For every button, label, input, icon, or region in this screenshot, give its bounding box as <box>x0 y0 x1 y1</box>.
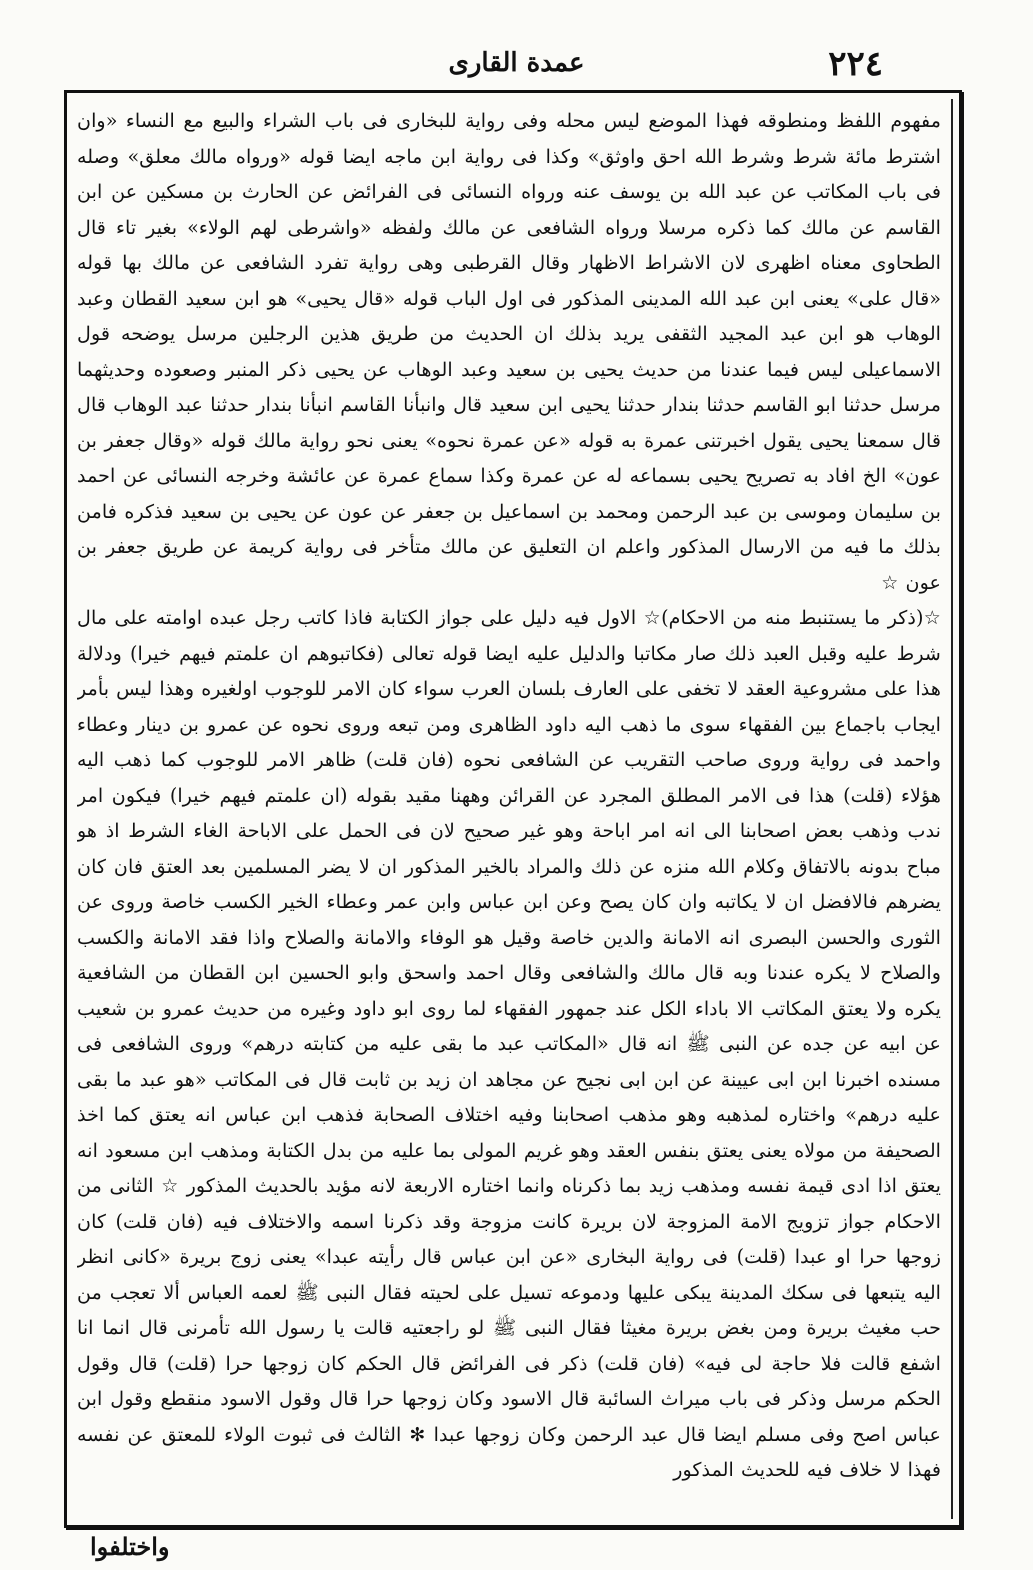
running-title: عمدة القارى <box>448 48 585 78</box>
catchword: واختلفوا <box>90 1532 170 1561</box>
body-text <box>77 103 941 1517</box>
page-header <box>40 40 993 88</box>
text-frame <box>64 90 962 1528</box>
page-number: ٢٢٤ <box>828 44 883 84</box>
paragraph-rulings: ☆(ذكر ما يستنبط منه من الاحكام)☆ الاول فيه دليل على جواز الكتابة فاذا كاتب رجل عبده اوامته على مال شرط عليه وقبل العبد ذلك صار مكاتبا والدليل عليه ايضا قوله تعالى (فكاتبوهم ان علمتم فيهم خيرا) ودلالة هذا على مشروعية العقد لا تخفى على العارف بلسان العرب سواء كان الامر للوجوب اولغيره وهذا ليس بأمر ايجاب باجماع بين الفقهاء سوى ما ذهب اليه داود الظاهرى ومن تبعه وروى نحوه عن عمرو بن دينار وعطاء واحمد فى رواية وروى صاحب التقريب عن الشافعى نحوه (فان قلت) ظاهر الامر للوجوب كما ذهب اليه هؤلاء (قلت) هذا فى الامر المطلق المجرد عن القرائن وههنا مقيد بقوله (ان علمتم فيهم خيرا) فيكون امر ندب وذهب بعض اصحابنا الى انه امر اباحة وهو غير صحيح لان فى الحمل على الاباحة الغاء الشرط اذ هو مباح بدونه بالاتفاق وكلام الله منزه عن ذلك والمراد بالخير المذكور ان لا يضر المسلمين بعد العتق فان كان يضرهم فالافضل ان لا يكاتبه وان كان يصح وعن ابن عباس وابن عمر وعطاء الخير الكسب خاصة وروى عن الثورى والحسن البصرى انه الامانة والدين خاصة وقيل هو الوفاء والامانة والصلاح واذا فقد الامانة والكسب والصلاح لا يكره عندنا وبه قال مالك والشافعى وقال احمد واسحق وابو الحسين ابن القطان من الشافعية يكره ولا يعتق المكاتب الا باداء الكل عند جمهور الفقهاء لما روى ابو داود وغيره من حديث عمرو بن شعيب عن ابيه عن جده عن النبى ﷺ انه قال «المكاتب عبد ما بقى عليه من كتابته درهم» وروى الشافعى فى مسنده اخبرنا ابن ابى عيينة عن ابن ابى نجيح عن مجاهد ان زيد بن ثابت قال فى المكاتب «هو عبد ما بقى عليه درهم» واختاره لمذهبه وهو مذهب اصحابنا وفيه اختلاف الصحابة فذهب ابن عباس انه يعتق كما اخذ الصحيفة من مولاه يعنى يعتق بنفس العقد وهو غريم المولى بما عليه من بدل الكتابة ومذهب ابن مسعود انه يعتق اذا ادى قيمة نفسه ومذهب زيد بما ذكرناه وانما اختاره الاربعة لانه مؤيد بالحديث المذكور ☆ الثانى من الاحكام جواز تزويج الامة المزوجة لان بريرة كانت مزوجة وقد ذكرنا اسمه والاختلاف فيه (فان قلت) كان زوجها حرا او عبدا (قلت) فى رواية البخارى «عن ابن عباس قال رأيته عبدا» يعنى زوج بريرة «كانى انظر اليه يتبعها فى سكك المدينة يبكى عليها ودموعه تسيل على لحيته فقال النبى ﷺ لعمه العباس ألا تعجب من حب مغيث بريرة ومن بغض بريرة مغيثا فقال النبى ﷺ لو راجعتيه قالت يا رسول الله تأمرنى قال انما انا اشفع قالت فلا حاجة لى فيه» (فان قلت) ذكر فى الفرائض قال الحكم كان زوجها حرا (قلت) قال وقول الحكم مرسل وذكر فى باب ميراث السائبة قال الاسود وكان زوجها حرا قال وقول الاسود منقطع وقول ابن عباس اصح وفى مسلم ايضا قال عبد الرحمن وكان زوجها عبدا ✻ الثالث فى ثبوت الولاء للمعتق عن نفسه فهذا لا خلاف فيه للحديث المذكور <box>77 606 941 1481</box>
paragraph-commentary: مفهوم اللفظ ومنطوقه فهذا الموضع ليس محله وفى رواية للبخارى فى باب الشراء والبيع مع النساء «وان اشترط مائة شرط وشرط الله احق واوثق» وكذا فى رواية ابن ماجه ايضا قوله «ورواه مالك معلق» وصله فى باب المكاتب عن عبد الله بن يوسف عنه ورواه النسائى فى الفرائض عن الحارث بن مسكين عن ابن القاسم عن مالك كما ذكره مرسلا ورواه الشافعى عن مالك ولفظه «واشرطى لهم الولاء» بغير تاء قال الطحاوى معناه اظهرى لان الاشراط الاظهار وقال القرطبى وهى رواية تفرد الشافعى عن مالك بها قوله «قال على» يعنى ابن عبد الله المدينى المذكور فى اول الباب قوله «قال يحيى» هو ابن سعيد القطان وعبد الوهاب هو ابن عبد المجيد الثقفى يريد بذلك ان الحديث من طريق هذين الرجلين مرسل يوضحه قول الاسماعيلى ليس فيما عندنا من حديث يحيى بن سعيد وعبد الوهاب عن يحيى ذكر المنبر وصعوده وحديثهما مرسل حدثنا ابو القاسم حدثنا بندار حدثنا يحيى ابن سعيد قال وانبأنا القاسم انبأنا بندار حدثنا عبد الوهاب قال قال سمعنا يحيى يقول اخبرتنى عمرة به قوله «عن عمرة نحوه» يعنى نحو رواية مالك قوله «وقال جعفر بن عون» الخ افاد به تصريح يحيى بسماعه له عن عمرة وكذا سماع عمرة عن عائشة وخرجه النسائى عن احمد بن سليمان وموسى بن عبد الرحمن ومحمد بن اسماعيل بن جعفر عن عون عن يحيى بن سعيد فذكره فامن بذلك ما فيه من الارسال المذكور واعلم ان التعليق عن مالك متأخر فى رواية كريمة عن طريق جعفر بن عون ☆ <box>77 109 941 594</box>
